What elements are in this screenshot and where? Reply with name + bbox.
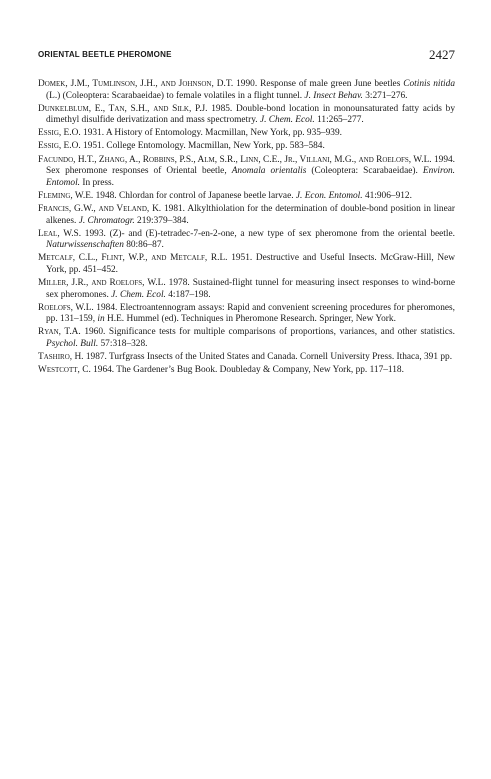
- reference-text: 1994. Sex pheromone responses of Oriental beetle,: [46, 154, 455, 177]
- reference-item: [38, 155, 455, 190]
- reference-text: 1985. Double-bond location in monounsaturated fatty acids by dimethyl disulfide derivatization and mass spectrometry.: [46, 103, 456, 126]
- reference-text: 1990. Response of male green June beetles: [233, 79, 404, 89]
- reference-item: [38, 141, 455, 153]
- reference-volume-pages: 41:906–912.: [362, 190, 412, 201]
- reference-text-continued: H.E. Hummel (ed). Techniques in Pheromone Research. Springer, New York.: [104, 314, 396, 325]
- reference-item: [38, 79, 455, 102]
- page-number: 2427: [429, 47, 455, 62]
- reference-text: 1931. A History of Entomology. Macmillan, New York, pp. 935–939.: [80, 128, 342, 139]
- reference-authors: Domek, J.M., Tumlinson, J.H., and Johnson, D.T.: [38, 79, 234, 89]
- reference-item: [38, 303, 455, 326]
- reference-text: 1948. Chlordan for control of Japanese beetle larvae.: [93, 190, 296, 201]
- reference-authors: Miller, J.R., and Roelofs, W.L.: [38, 278, 166, 288]
- reference-journal: J. Insect Behav.: [304, 90, 363, 101]
- reference-text: 1951. College Entomology. Macmillan, New York, pp. 583–584.: [80, 141, 325, 152]
- reference-item: [38, 278, 455, 301]
- reference-text: 1978. Sustained-flight tunnel for measuring insect responses to wind-borne sex pheromones.: [46, 278, 456, 300]
- reference-species: Cotinis nitida: [403, 79, 456, 89]
- reference-authors: Fleming, W.E.: [38, 190, 94, 201]
- reference-text: 1987. Turfgrass Insects of the United States and Canada. Cornell University Press. Ithaca, 391 pp.: [83, 352, 453, 363]
- reference-authors: Dunkelblum, E., Tan, S.H., and Silk, P.J.: [38, 103, 208, 114]
- reference-text: 1993. (Z)- and (E)-tetradec-7-en-2-one, a new type of sex pheromone from the oriental beetle.: [81, 228, 455, 239]
- reference-volume-pages: In press.: [80, 177, 114, 188]
- reference-authors: Ryan, T.A.: [38, 327, 81, 338]
- reference-item: [38, 104, 455, 127]
- reference-item: [38, 352, 455, 364]
- reference-authors: Facundo, H.T., Zhang, A., Robbins, P.S., Alm, S.R., Linn, C.E., Jr., Villani, M.G., and Roelofs, W.L.: [38, 154, 432, 165]
- reference-list: [38, 79, 455, 378]
- reference-item: [38, 204, 455, 227]
- reference-item: [38, 365, 455, 377]
- reference-journal: J. Chem. Ecol.: [259, 115, 315, 126]
- reference-species: in: [97, 314, 105, 325]
- reference-volume-pages: 57:318–328.: [98, 338, 148, 349]
- reference-item: [38, 253, 455, 276]
- reference-authors: Westcott, C.: [38, 365, 91, 376]
- reference-item: [38, 128, 455, 140]
- reference-journal: J. Econ. Entomol.: [295, 190, 363, 201]
- running-head: ORIENTAL BEETLE PHEROMONE: [38, 50, 172, 59]
- reference-text: 1960. Significance tests for multiple comparisons of proportions, variances, and other statistics.: [80, 327, 455, 338]
- reference-text: 1964. The Gardener’s Bug Book. Doubleday & Company, New York, pp. 117–118.: [90, 365, 404, 376]
- reference-text: 1951. Destructive and Useful Insects. McGraw-Hill, New York, pp. 451–452.: [46, 253, 455, 275]
- page-header: [38, 48, 455, 62]
- reference-volume-pages: 4:187–198.: [165, 289, 211, 300]
- reference-volume-pages: 80:86–87.: [123, 240, 164, 251]
- reference-text: 1984. Electroantennogram assays: Rapid and convenient screening procedures for pheromones, pp. 131–159,: [46, 302, 455, 325]
- reference-species: Anomala orientalis: [231, 166, 307, 177]
- reference-item: [38, 229, 455, 252]
- reference-volume-pages: 11:265–277.: [314, 115, 364, 126]
- reference-text: 1981. Alkylthiolation for the determination of double-bond position in linear alkenes.: [46, 203, 455, 226]
- reference-item: [38, 327, 455, 350]
- reference-text-continued: (L.) (Coleoptera: Scarabaeidae) to female volatiles in a flight tunnel.: [46, 90, 305, 101]
- reference-journal: Environ. Entomol.: [46, 166, 455, 188]
- reference-journal: Naturwissenschaften: [46, 240, 124, 251]
- reference-journal: J. Chromatogr.: [78, 215, 135, 226]
- reference-journal: Psychol. Bull.: [46, 338, 99, 349]
- reference-authors: Leal, W.S.: [38, 228, 82, 239]
- reference-journal: J. Chem. Ecol.: [111, 289, 166, 300]
- reference-authors: Metcalf, C.L., Flint, W.P., and Metcalf, R.L.: [38, 253, 228, 264]
- reference-item: [38, 191, 455, 203]
- reference-authors: Francis, G.W., and Veland, K.: [38, 203, 162, 214]
- reference-authors: Tashiro, H.: [38, 352, 84, 363]
- reference-authors: Roelofs, W.L.: [38, 302, 94, 313]
- reference-volume-pages: 219:379–384.: [134, 215, 189, 226]
- reference-authors: Essig, E.O.: [38, 128, 81, 139]
- reference-volume-pages: 3:271–276.: [362, 90, 408, 101]
- reference-authors: Essig, E.O.: [38, 141, 81, 152]
- reference-text-continued: (Coleoptera: Scarabaeidae).: [306, 166, 423, 177]
